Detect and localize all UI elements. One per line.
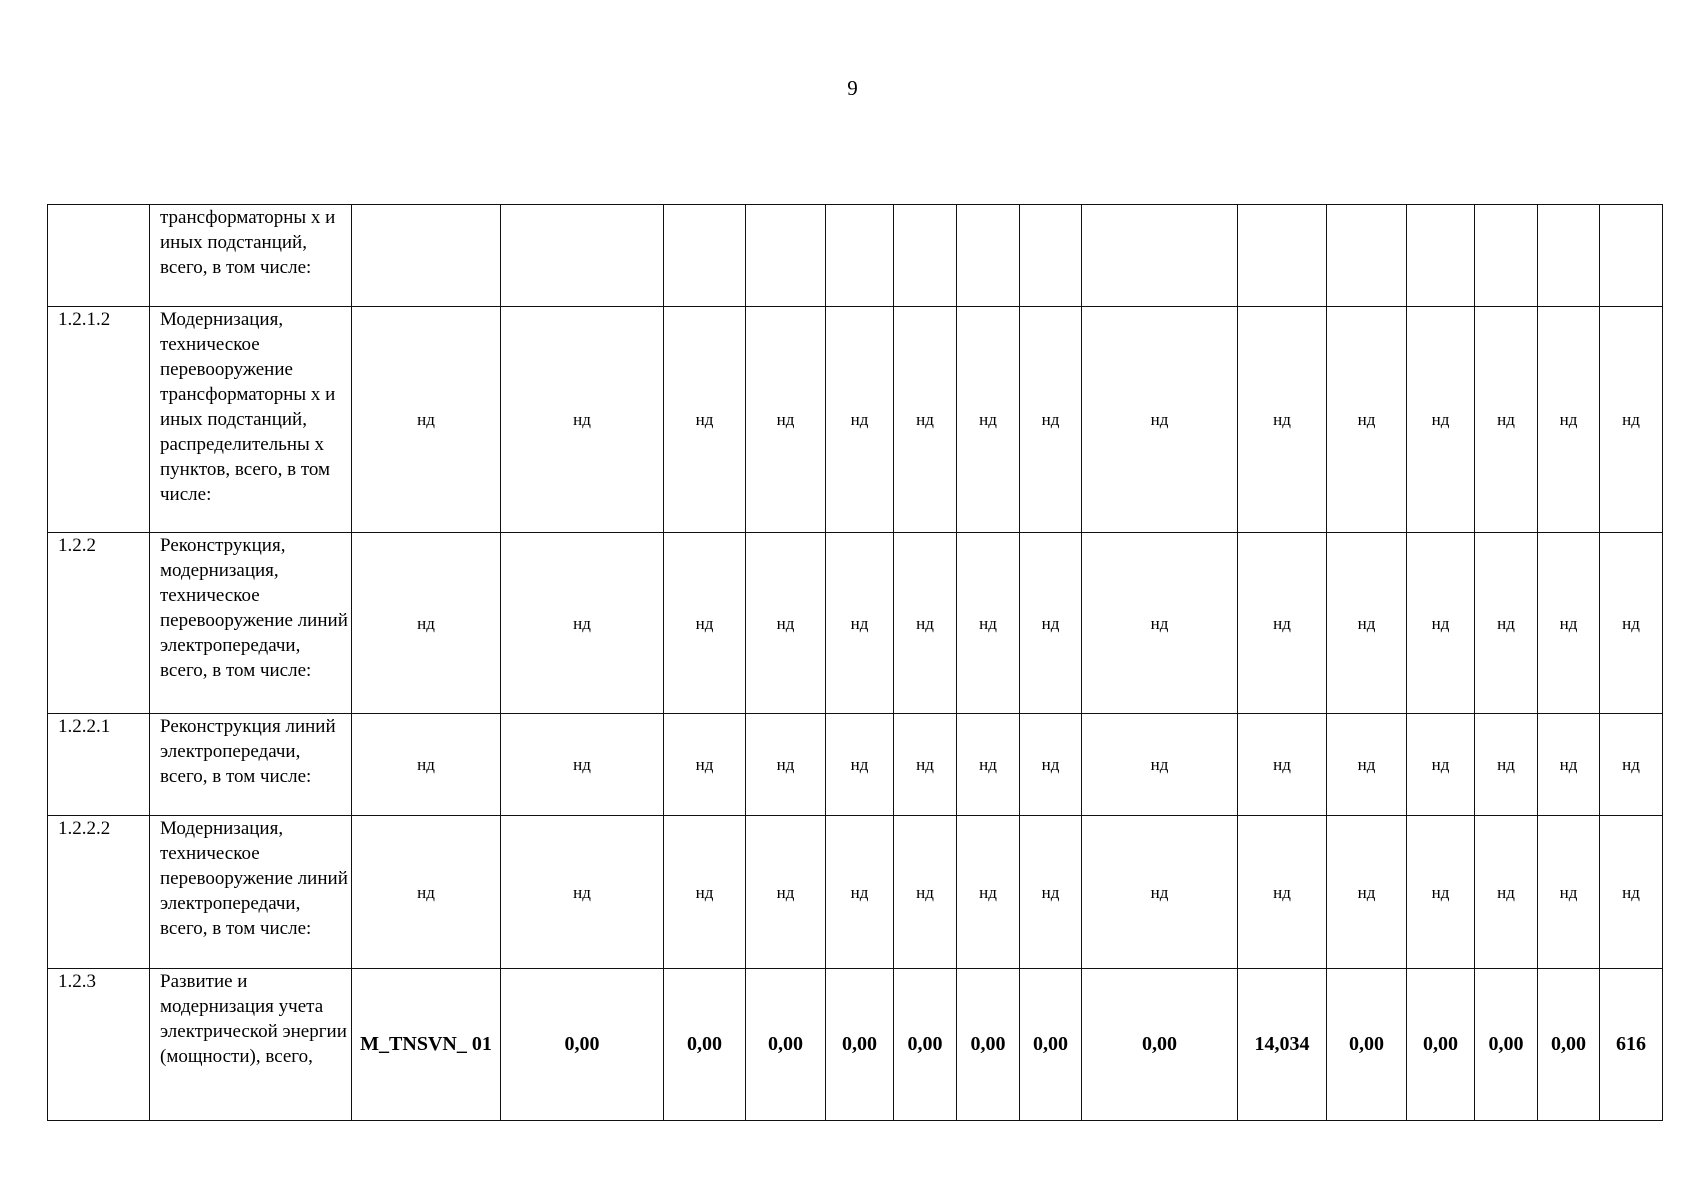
table-body (48, 205, 1663, 1121)
value-cell: нд (352, 307, 501, 533)
value-cell: нд (501, 307, 664, 533)
table-row (48, 969, 1663, 1121)
value-cell: нд (894, 714, 957, 816)
value-cell: нд (826, 307, 894, 533)
value-cell (1407, 205, 1475, 307)
value-cell (957, 205, 1020, 307)
value-cell: нд (664, 533, 746, 714)
value-cell: нд (664, 714, 746, 816)
value-cell: нд (664, 307, 746, 533)
table-row (48, 714, 1663, 816)
value-cell: 0,00 (1020, 969, 1082, 1121)
value-cell: нд (1475, 816, 1538, 969)
row-number: 1.2.1.2 (48, 307, 150, 533)
value-cell: 0,00 (1327, 969, 1407, 1121)
value-cell: нд (1475, 714, 1538, 816)
value-cell: нд (352, 714, 501, 816)
value-cell: 0,00 (1407, 969, 1475, 1121)
value-cell: M_TNSVN_ 01 (352, 969, 501, 1121)
value-cell: нд (957, 714, 1020, 816)
value-cell: 0,00 (664, 969, 746, 1121)
value-cell: нд (1600, 816, 1663, 969)
value-cell: нд (1407, 533, 1475, 714)
value-cell: нд (352, 816, 501, 969)
value-cell: нд (826, 816, 894, 969)
value-cell: нд (1327, 533, 1407, 714)
value-cell: нд (1407, 714, 1475, 816)
value-cell: нд (501, 816, 664, 969)
value-cell: 0,00 (746, 969, 826, 1121)
value-cell: нд (1327, 816, 1407, 969)
value-cell: нд (1020, 816, 1082, 969)
value-cell: 14,034 (1238, 969, 1327, 1121)
value-cell: нд (894, 816, 957, 969)
value-cell (352, 205, 501, 307)
value-cell: нд (1407, 816, 1475, 969)
value-cell: нд (1475, 307, 1538, 533)
value-cell: нд (1082, 714, 1238, 816)
table-row (48, 816, 1663, 969)
value-cell: нд (1538, 533, 1600, 714)
value-cell: нд (1327, 307, 1407, 533)
value-cell: нд (1407, 307, 1475, 533)
row-name: Реконструкция, модернизация, техническое перевооружение линий электропередачи, всего, в том числе: (150, 533, 352, 714)
value-cell (894, 205, 957, 307)
value-cell: нд (1600, 307, 1663, 533)
row-number: 1.2.3 (48, 969, 150, 1121)
value-cell: 0,00 (894, 969, 957, 1121)
value-cell: нд (894, 533, 957, 714)
value-cell: нд (894, 307, 957, 533)
value-cell: нд (1082, 307, 1238, 533)
value-cell (1238, 205, 1327, 307)
investment-table (47, 204, 1663, 1121)
value-cell: 0,00 (1538, 969, 1600, 1121)
value-cell (1475, 205, 1538, 307)
page-number: 9 (847, 76, 858, 100)
value-cell: нд (664, 816, 746, 969)
value-cell: нд (1020, 307, 1082, 533)
row-number: 1.2.2.1 (48, 714, 150, 816)
value-cell: 0,00 (1475, 969, 1538, 1121)
value-cell: нд (1238, 533, 1327, 714)
row-name: трансформаторны х и иных подстанций, всего, в том числе: (150, 205, 352, 307)
value-cell: 616 (1600, 969, 1663, 1121)
value-cell: нд (1600, 714, 1663, 816)
value-cell: нд (1238, 307, 1327, 533)
value-cell: нд (1538, 714, 1600, 816)
value-cell: нд (1238, 714, 1327, 816)
value-cell (1600, 205, 1663, 307)
value-cell: нд (1475, 533, 1538, 714)
value-cell: нд (352, 533, 501, 714)
value-cell (1327, 205, 1407, 307)
value-cell: нд (1538, 816, 1600, 969)
row-name: Развитие и модернизация учета электрической энергии (мощности), всего, (150, 969, 352, 1121)
value-cell: нд (746, 816, 826, 969)
value-cell: нд (1082, 816, 1238, 969)
value-cell (1538, 205, 1600, 307)
row-name: Модернизация, техническое перевооружение линий электропередачи, всего, в том числе: (150, 816, 352, 969)
value-cell: нд (957, 307, 1020, 533)
value-cell (1020, 205, 1082, 307)
value-cell: нд (1238, 816, 1327, 969)
value-cell: 0,00 (957, 969, 1020, 1121)
value-cell: нд (957, 533, 1020, 714)
row-number (48, 205, 150, 307)
value-cell (826, 205, 894, 307)
row-name: Реконструкция линий электропередачи, всего, в том числе: (150, 714, 352, 816)
value-cell: нд (1327, 714, 1407, 816)
value-cell: нд (826, 533, 894, 714)
value-cell (664, 205, 746, 307)
row-number: 1.2.2 (48, 533, 150, 714)
row-number: 1.2.2.2 (48, 816, 150, 969)
value-cell (746, 205, 826, 307)
value-cell: нд (1600, 533, 1663, 714)
value-cell: нд (957, 816, 1020, 969)
value-cell: нд (746, 533, 826, 714)
value-cell: нд (1082, 533, 1238, 714)
value-cell: нд (746, 307, 826, 533)
value-cell: нд (826, 714, 894, 816)
table-row (48, 205, 1663, 307)
value-cell (501, 205, 664, 307)
value-cell: 0,00 (501, 969, 664, 1121)
value-cell: нд (1020, 714, 1082, 816)
value-cell: нд (501, 533, 664, 714)
value-cell: 0,00 (826, 969, 894, 1121)
table-row (48, 533, 1663, 714)
value-cell (1082, 205, 1238, 307)
row-name: Модернизация, техническое перевооружение трансформаторны х и иных подстанций, распределительны х пунктов, всего, в том числе: (150, 307, 352, 533)
value-cell: нд (1020, 533, 1082, 714)
value-cell: нд (1538, 307, 1600, 533)
table-row (48, 307, 1663, 533)
value-cell: 0,00 (1082, 969, 1238, 1121)
value-cell: нд (746, 714, 826, 816)
value-cell: нд (501, 714, 664, 816)
